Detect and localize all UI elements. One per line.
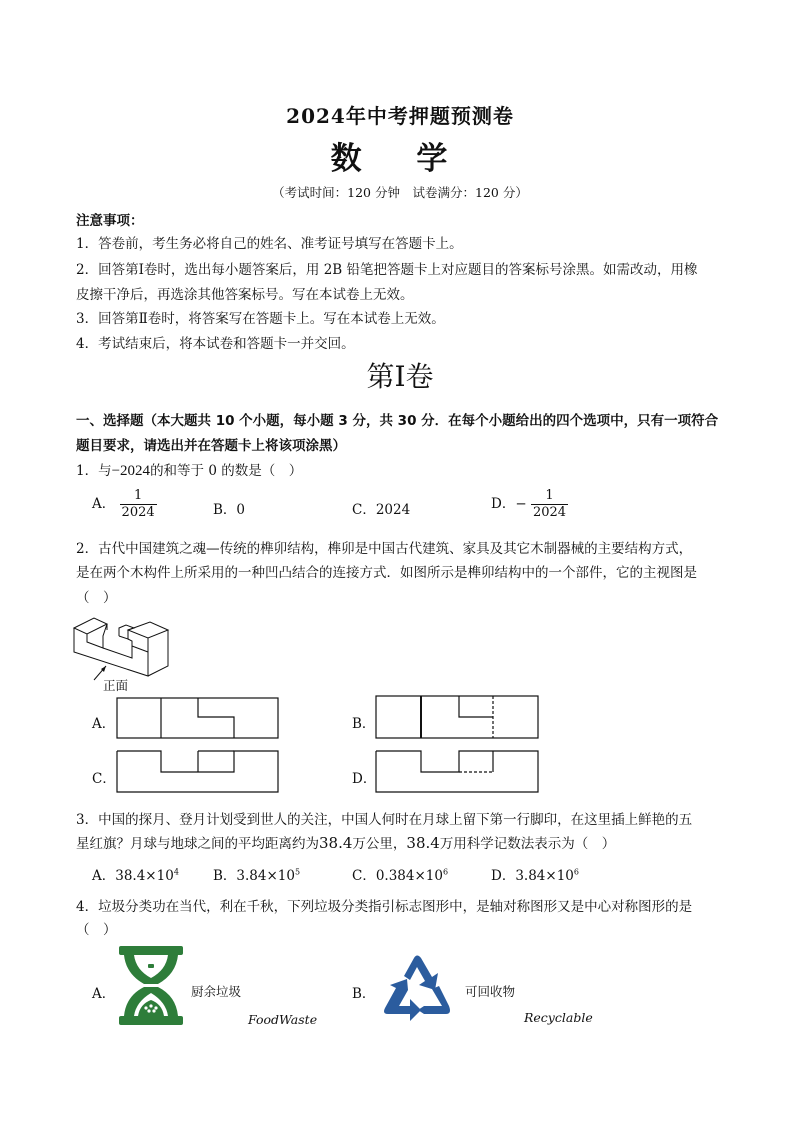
recyclable-icon[interactable] xyxy=(374,950,460,1028)
q1-option-a-numerator: 1 xyxy=(120,488,157,505)
q4-stem-line1: 4．垃圾分类功在当代，利在千秋，下列垃圾分类指引标志图形中，是轴对称图形又是中心对称图形的是 xyxy=(76,899,693,915)
q2-stem-line3: （ ） xyxy=(76,590,117,606)
q4-option-b-label[interactable]: B． xyxy=(352,986,376,1002)
volume-heading: 第Ⅰ卷 xyxy=(366,360,434,393)
q2-option-a-label[interactable]: A． xyxy=(92,716,116,732)
q3-stem-text-b: 万公里， xyxy=(352,836,407,852)
food-waste-icon[interactable] xyxy=(116,944,186,1028)
q4-stem-line2: （ ） xyxy=(76,922,117,938)
note-item-3: 3．回答第Ⅱ卷时，将答案写在答题卡上。写在本试卷上无效。 xyxy=(76,311,445,327)
note-item-2: 2．回答第Ⅰ卷时，选出每小题答案后，用 2B 铅笔把答题卡上对应题目的答案标号涂黑。如需改动，用橡 xyxy=(76,262,698,278)
q3-option-b-base: B．3.84×10 xyxy=(213,868,295,884)
note-item-1: 1．答卷前，考生务必将自己的姓名、准考证号填写在答题卡上。 xyxy=(76,236,463,252)
q1-option-a[interactable] xyxy=(92,488,157,521)
q1-option-b[interactable]: B．0 xyxy=(213,502,246,518)
front-label: 正面 xyxy=(103,678,129,693)
recyclable-label-en: Recyclable xyxy=(524,1010,593,1025)
q3-option-c[interactable] xyxy=(352,864,448,884)
q1-stem-number: −2024 xyxy=(111,463,151,479)
note-item-2-cont: 皮擦干净后，再选涂其他答案标号。写在本试卷上无效。 xyxy=(76,287,414,303)
q3-stem-line2 xyxy=(76,832,615,852)
q4-option-a-label[interactable]: A． xyxy=(92,986,116,1002)
q2-option-a-view[interactable] xyxy=(116,697,280,741)
subject-title: 数 学 xyxy=(330,141,470,177)
q3-option-c-exp: 6 xyxy=(442,867,449,877)
q3-option-d-base: D．3.84×10 xyxy=(491,868,574,884)
q3-distance-number: 38.4 xyxy=(319,834,353,852)
q1-option-d-denominator: 2024 xyxy=(532,505,567,520)
page-title: 2024年中考押题预测卷 xyxy=(286,104,514,128)
q1-option-a-fraction xyxy=(120,488,157,521)
q3-option-d[interactable] xyxy=(491,864,579,884)
q1-option-d-label: D．− xyxy=(491,496,527,512)
q2-stem-line1: 2．古代中国建筑之魂—传统的榫卯结构，榫卯是中国古代建筑、家具及其它木制器械的主要结构方式， xyxy=(76,541,693,557)
q3-option-a-exp: 4 xyxy=(173,867,179,877)
recyclable-label-cn: 可回收物 xyxy=(465,984,516,999)
q1-option-a-denominator: 2024 xyxy=(121,505,155,520)
section-heading-line1: 一、选择题（本大题共 10 个小题，每小题 3 分，共 30 分．在每个小题给出的四个选项中，只有一项符合 xyxy=(76,413,719,429)
exam-info: （考试时间：120 分钟 试卷满分：120 分） xyxy=(272,185,528,200)
q1-option-d-fraction xyxy=(531,488,568,521)
q1-option-c[interactable]: C．2024 xyxy=(352,502,411,518)
q2-option-d-view[interactable] xyxy=(375,750,541,794)
q1-option-a-label: A． xyxy=(92,496,116,512)
q2-option-c-view[interactable] xyxy=(116,750,280,794)
q3-stem-text-a: 星红旗？月球与地球之间的平均距离约为 xyxy=(76,836,319,852)
q3-distance-number-2: 38.4 xyxy=(406,834,440,852)
q3-stem-text-c: 万用科学记数法表示为（ ） xyxy=(439,836,616,852)
food-waste-label-cn: 厨余垃圾 xyxy=(191,984,242,999)
q1-stem xyxy=(76,459,302,480)
q2-stem-line2: 是在两个木构件上所采用的一种凹凸结合的连接方式．如图所示是榫卯结构中的一个部件，它的主视图是 xyxy=(76,565,697,581)
q3-option-b[interactable] xyxy=(213,864,300,884)
q3-stem-line1: 3．中国的探月、登月计划受到世人的关注，中国人何时在月球上留下第一行脚印，在这里插上鲜艳的五 xyxy=(76,812,693,828)
q2-option-d-label[interactable]: D． xyxy=(352,771,377,787)
q3-option-b-exp: 5 xyxy=(294,867,301,877)
section-heading-line2: 题目要求，请选出并在答题卡上将该项涂黑） xyxy=(76,438,346,454)
q3-option-c-base: C．0.384×10 xyxy=(352,868,443,884)
q3-option-d-exp: 6 xyxy=(573,867,579,877)
q3-option-a[interactable] xyxy=(92,864,179,884)
mortise-tenon-figure xyxy=(70,606,180,686)
q2-option-c-label[interactable]: C． xyxy=(92,771,116,787)
notes-heading: 注意事项： xyxy=(76,213,144,229)
q1-option-d-numerator: 1 xyxy=(531,488,568,505)
food-waste-label-en: FoodWaste xyxy=(248,1012,318,1027)
q1-stem-text-b: 的和等于 0 的数是（ ） xyxy=(150,463,303,479)
q1-option-d[interactable] xyxy=(491,488,568,521)
q1-stem-text-a: 1．与 xyxy=(76,463,112,479)
q2-option-b-view[interactable] xyxy=(375,695,541,741)
q2-option-b-label[interactable]: B． xyxy=(352,716,376,732)
note-item-4: 4．考试结束后，将本试卷和答题卡一并交回。 xyxy=(76,336,355,352)
q3-option-a-base: A．38.4×10 xyxy=(92,868,174,884)
